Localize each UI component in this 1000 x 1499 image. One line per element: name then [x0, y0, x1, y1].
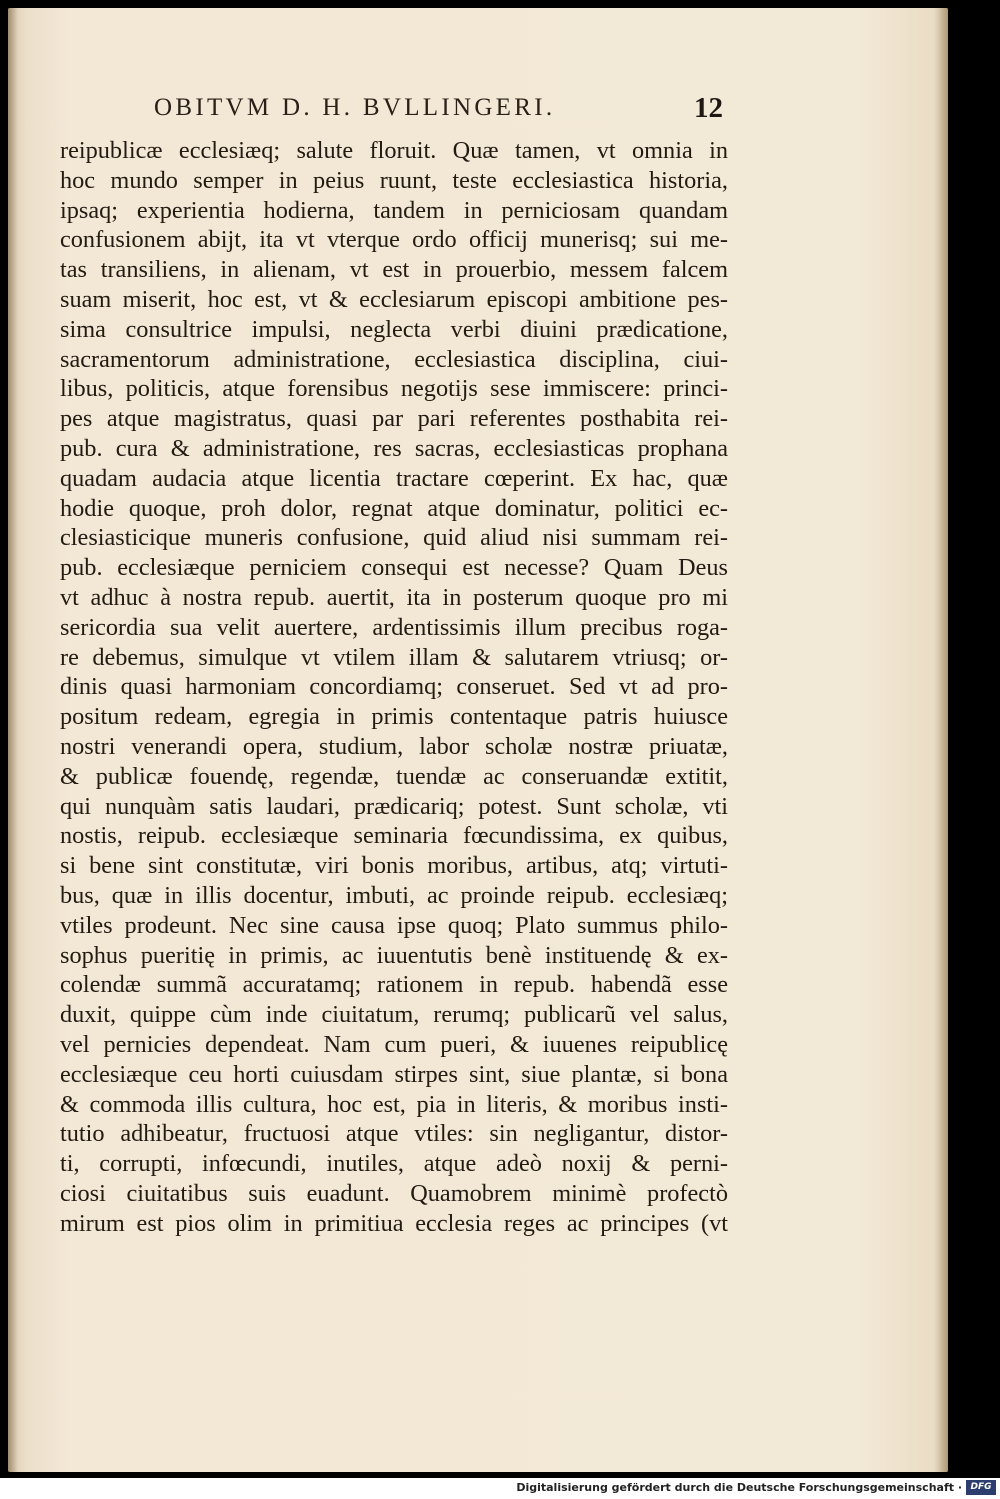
text-line: sophus pueritię in primis, ac iuuentutis benè instituendę & ex- [60, 941, 728, 969]
text-line: bus, quæ in illis docentur, imbuti, ac proinde reipub. ecclesiæq; [60, 881, 728, 909]
text-line: si bene sint constitutæ, viri bonis moribus, artibus, atq; virtuti- [60, 852, 728, 880]
text-line: positum redeam, egregia in primis contentaque patris huiusce [60, 703, 728, 731]
page-edge-shadow [934, 8, 948, 1472]
body-text [60, 136, 728, 1238]
text-line: reipublicæ ecclesiæq; salute floruit. Quæ tamen, vt omnia in [60, 137, 728, 164]
text-line: colendæ summã accuratamq; rationem in repub. habendã esse [60, 971, 728, 999]
dfg-logo: DFG [966, 1480, 996, 1495]
text-line: vel pernicies dependeat. Nam cum pueri, & iuuenes reipublicę [60, 1030, 728, 1058]
text-line: qui nunquàm satis laudari, prædicariq; potest. Sunt scholæ, vti [60, 792, 728, 820]
text-line: sacramentorum administratione, ecclesiastica disciplina, ciui- [60, 345, 728, 373]
funding-credit: Digitalisierung gefördert durch die Deutsche Forschungsgemeinschaft · [516, 1481, 962, 1494]
text-line: & publicæ fouendę, regendæ, tuendæ ac conseruandæ extitit, [60, 762, 728, 790]
text-line: clesiasticique muneris confusione, quid aliud nisi summam rei- [60, 524, 728, 552]
footer-bar [0, 1478, 1000, 1499]
text-line: hodie quoque, proh dolor, regnat atque dominatur, politici ec- [60, 494, 728, 522]
text-line: pub. ecclesiæque perniciem consequi est necesse? Quam Deus [60, 554, 728, 582]
text-line: quadam audacia atque licentia tractare cœperint. Ex hac, quæ [60, 464, 728, 492]
page-number: 12 [694, 92, 723, 124]
text-line: hoc mundo semper in peius ruunt, teste ecclesiastica historia, [60, 166, 728, 194]
text-line: vtiles prodeunt. Nec sine causa ipse quoq; Plato summus philo- [60, 911, 728, 939]
book-page [8, 8, 948, 1472]
text-line: dinis quasi harmoniam concordiamq; conseruet. Sed vt ad pro- [60, 673, 728, 701]
text-line: suam miserit, hoc est, vt & ecclesiarum episcopi ambitione pes- [60, 285, 728, 313]
text-line: sima consultrice impulsi, neglecta verbi diuini prædicatione, [60, 315, 728, 343]
gutter-shadow [8, 8, 18, 1472]
running-head: OBITVM D. H. BVLLINGERI. [154, 94, 556, 121]
text-line: nostis, reipub. ecclesiæque seminaria fœcundissima, ex quibus, [60, 822, 728, 850]
text-line: ti, corrupti, infœcundi, inutiles, atque adeò noxij & perni- [60, 1150, 728, 1178]
text-line: mirum est pios olim in primitiua ecclesia reges ac principes (vt [60, 1209, 728, 1237]
text-line: tutio adhibeatur, fructuosi atque vtiles: sin negligantur, distor- [60, 1120, 728, 1148]
text-line: confusionem abijt, ita vt vterque ordo officij munerisq; sui me- [60, 226, 728, 254]
text-line: re debemus, simulque vt vtilem illam & salutarem vtriusq; or- [60, 643, 728, 671]
text-line: duxit, quippe cùm inde ciuitatum, rerumq; publicarũ vel salus, [60, 1001, 728, 1029]
text-line: pub. cura & administratione, res sacras, ecclesiasticas prophana [60, 434, 728, 462]
text-line: & commoda illis cultura, hoc est, pia in literis, & moribus insti- [60, 1090, 728, 1118]
text-line: ipsaq; experientia hodierna, tandem in perniciosam quandam [60, 196, 728, 224]
text-line: ecclesiæque ceu horti cuiusdam stirpes sint, siue plantæ, si bona [60, 1060, 728, 1088]
text-line: libus, politicis, atque forensibus negotijs sese immiscere: princi- [60, 375, 728, 403]
text-line: tas transiliens, in alienam, vt est in prouerbio, messem falcem [60, 256, 728, 284]
text-line: vt adhuc à nostra repub. auertit, ita in posterum quoque pro mi [60, 583, 728, 611]
text-line: ciosi ciuitatibus suis euadunt. Quamobrem minimè profectò [60, 1179, 728, 1207]
text-line: sericordia sua velit auertere, ardentissimis illum precibus roga- [60, 613, 728, 641]
text-line: pes atque magistratus, quasi par pari referentes posthabita rei- [60, 405, 728, 433]
text-line: nostri venerandi opera, studium, labor scholæ nostræ priuatæ, [60, 732, 728, 760]
